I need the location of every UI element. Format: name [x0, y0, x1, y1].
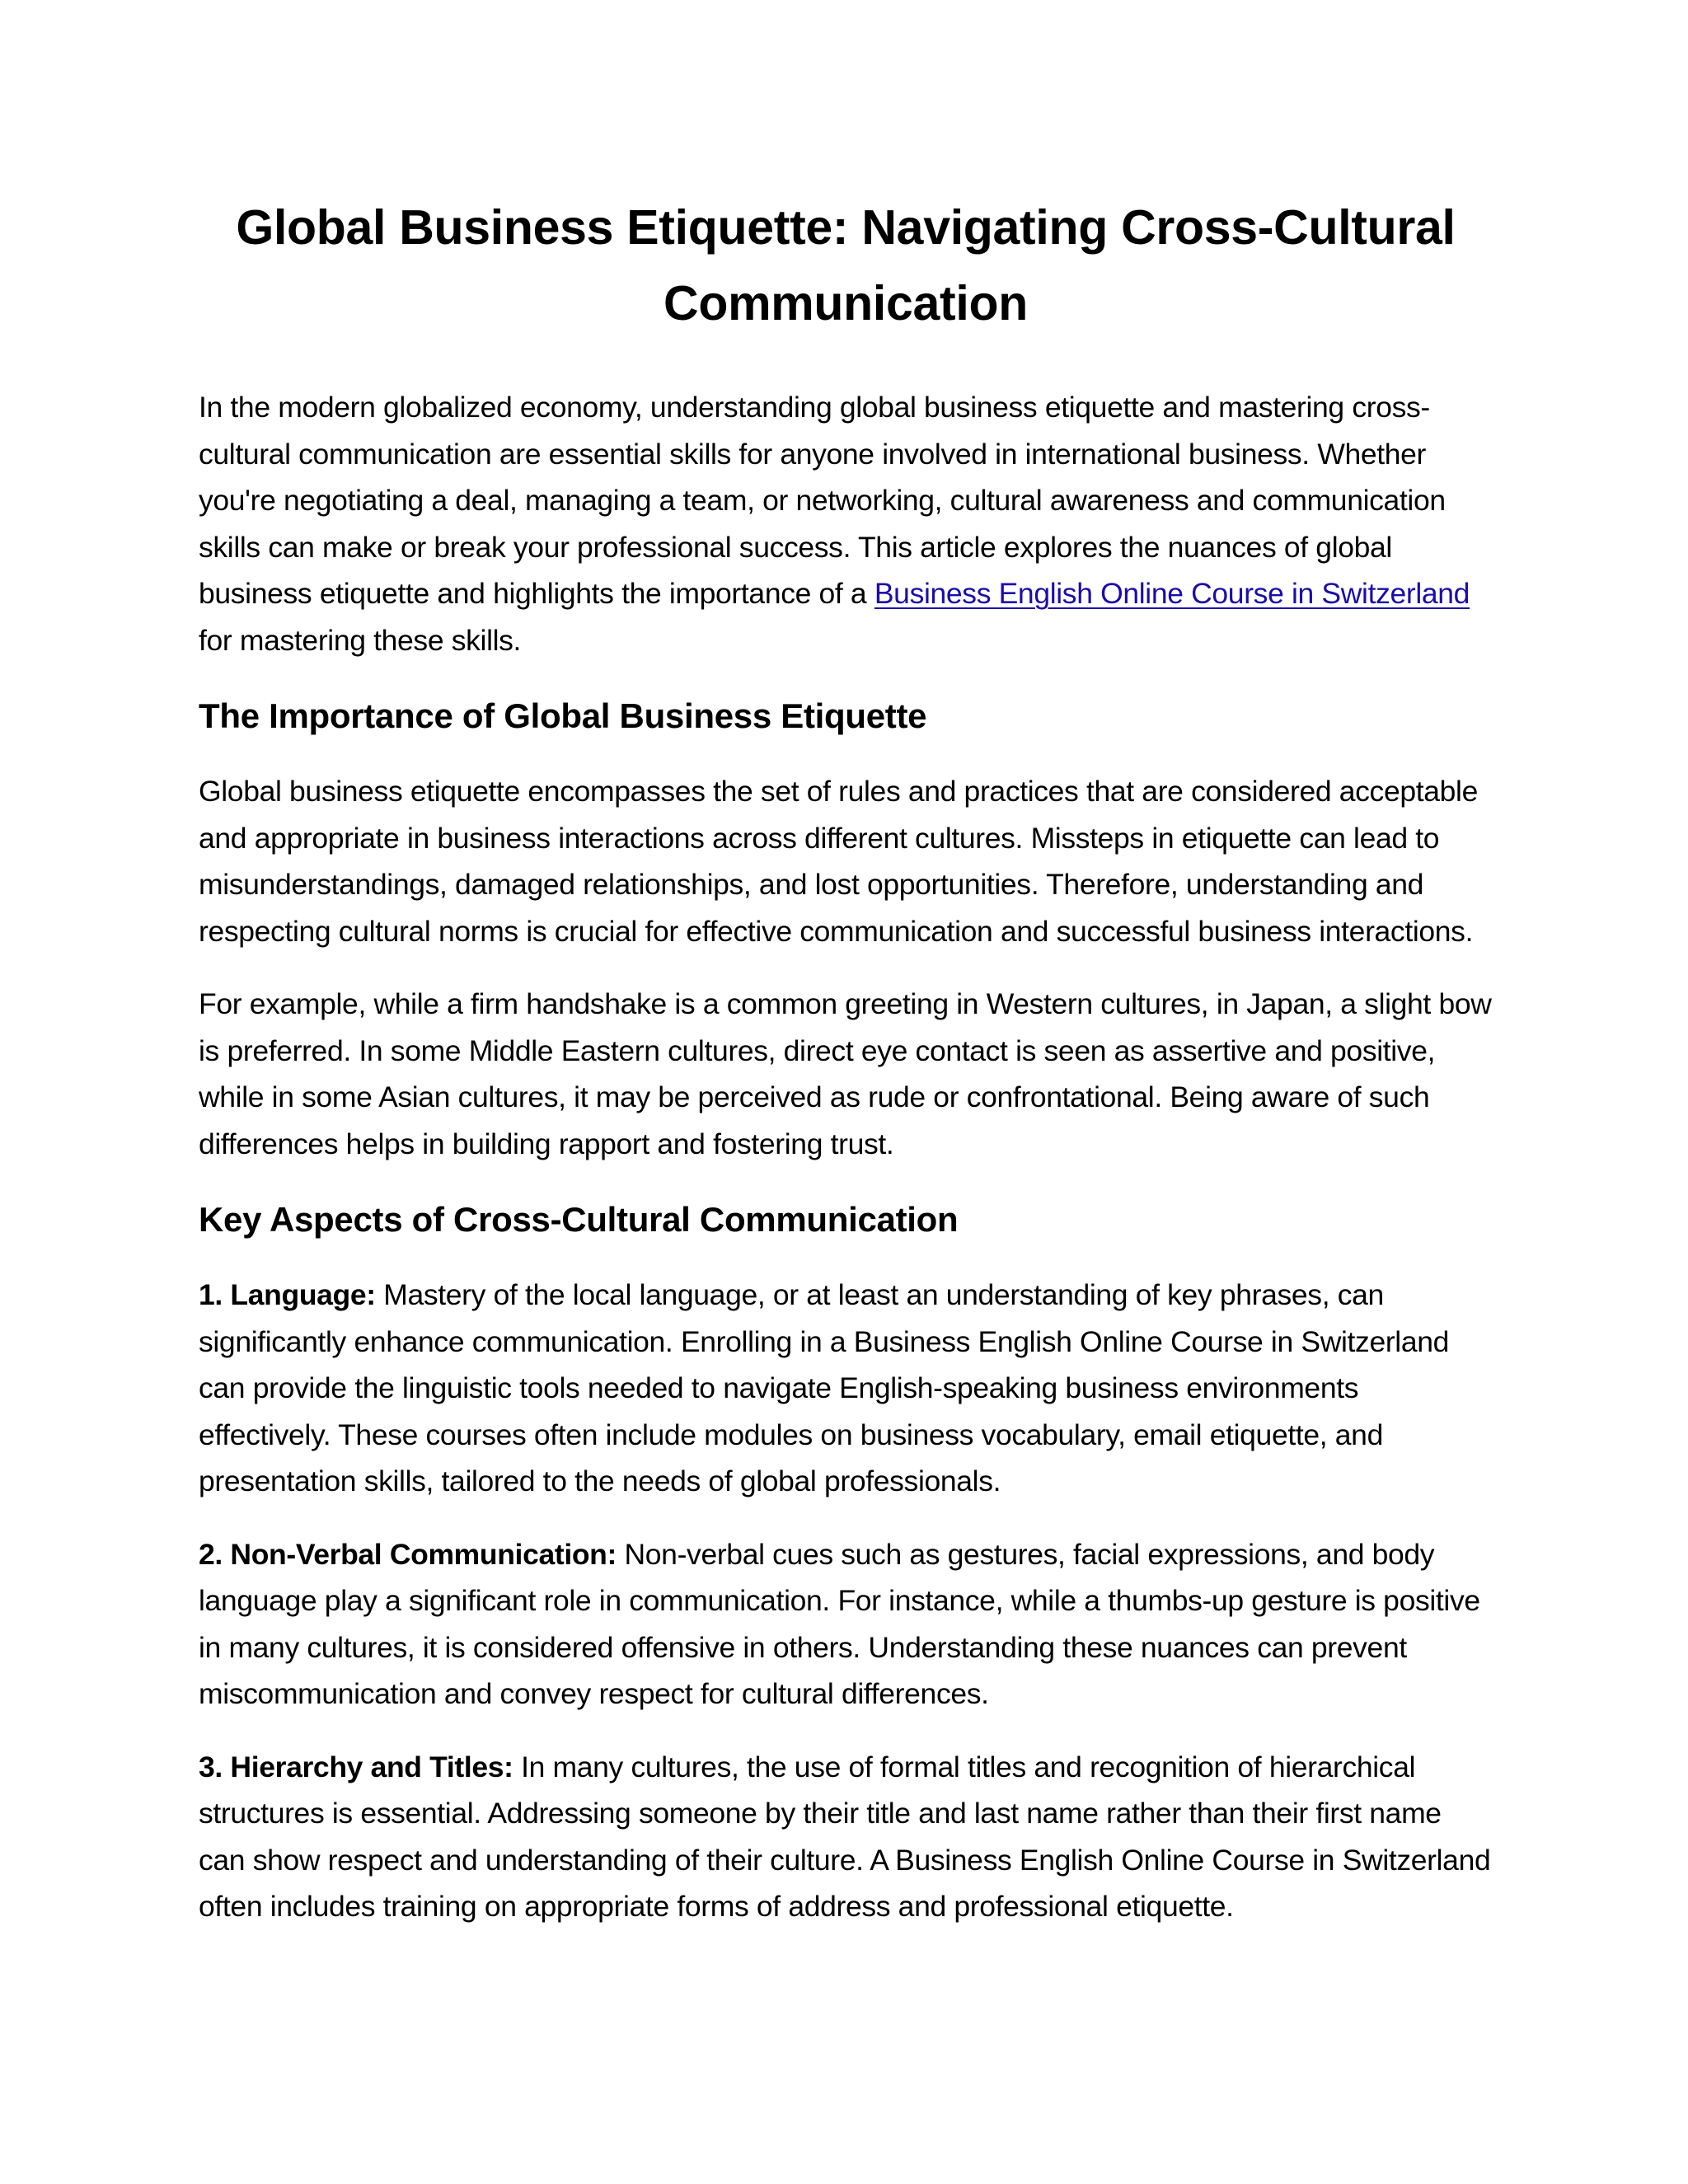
aspect-item-language — [199, 1272, 1493, 1505]
aspect-label: 3. Hierarchy and Titles: — [199, 1750, 513, 1783]
spacer — [199, 1167, 1493, 1197]
aspect-item-non-verbal — [199, 1531, 1493, 1718]
intro-text-after-link: for mastering these skills. — [199, 623, 522, 657]
business-english-course-link[interactable]: Business English Online Course in Switzerland — [874, 577, 1470, 610]
spacer — [199, 341, 1493, 384]
intro-paragraph — [199, 384, 1493, 663]
importance-paragraph-2: For example, while a firm handshake is a common greeting in Western cultures, in Japan, a slight bow is preferred. In some Middle Eastern cultures, direct eye contact is seen as assertive and positive, while in some Asian cultures, it may be perceived as rude or confrontational. Being aware of such differences helps in building rapport and fostering trust. — [199, 987, 1492, 1160]
aspect-label: 1. Language: — [199, 1278, 376, 1311]
importance-paragraph-1: Global business etiquette encompasses the set of rules and practices that are considered acceptable and appropriate in business interactions across different cultures. Missteps in etiquette can lead to misunderstandings, damaged relationships, and lost opportunities. Therefore, understanding and respecting cultural norms is crucial for effective communication and successful business interactions. — [199, 775, 1478, 948]
spacer — [199, 1718, 1493, 1744]
intro-text-before-link: In the modern globalized economy, understanding global business etiquette and mastering cross-cultural communication are essential skills for anyone involved in international business. Whether you're negotiating a deal, managing a team, or networking, cultural awareness and communication skills can make or break your professional success. This article explores the nuances of global business etiquette and highlights the importance of a — [199, 391, 1446, 610]
aspect-item-hierarchy — [199, 1744, 1493, 1930]
aspect-text: In many cultures, the use of formal titles and recognition of hierarchical structures is essential. Addressing someone by their title and last name rather than their first name can show respect and understanding of their culture. A Business English Online Course in Switzerland often includes training on appropriate forms of address and professional etiquette. — [199, 1750, 1491, 1923]
spacer — [199, 954, 1493, 981]
spacer — [199, 1243, 1493, 1272]
spacer — [199, 663, 1493, 693]
aspect-text: Non-verbal cues such as gestures, facial expressions, and body language play a significant role in communication. For instance, while a thumbs-up gesture is positive in many cultures, it is considered offensive in others. Understanding these nuances can prevent miscommunication and convey respect for cultural differences. — [199, 1537, 1480, 1710]
document-body — [199, 190, 1493, 1930]
document-title: Global Business Etiquette: Navigating Cross-Cultural Communication — [236, 200, 1456, 330]
aspect-text: Mastery of the local language, or at least an understanding of key phrases, can significantly enhance communication. Enrolling in a Business English Online Course in Switzerland can provide the linguistic tools needed to navigate English-speaking business environments effectively. These courses often include modules on business vocabulary, email etiquette, and presentation skills, tailored to the needs of global professionals. — [199, 1278, 1450, 1497]
spacer — [199, 1505, 1493, 1531]
section-heading-importance: The Importance of Global Business Etiquette — [199, 696, 927, 735]
spacer — [199, 739, 1493, 768]
section-heading-key-aspects: Key Aspects of Cross-Cultural Communication — [199, 1200, 959, 1239]
aspect-label: 2. Non-Verbal Communication: — [199, 1537, 617, 1571]
